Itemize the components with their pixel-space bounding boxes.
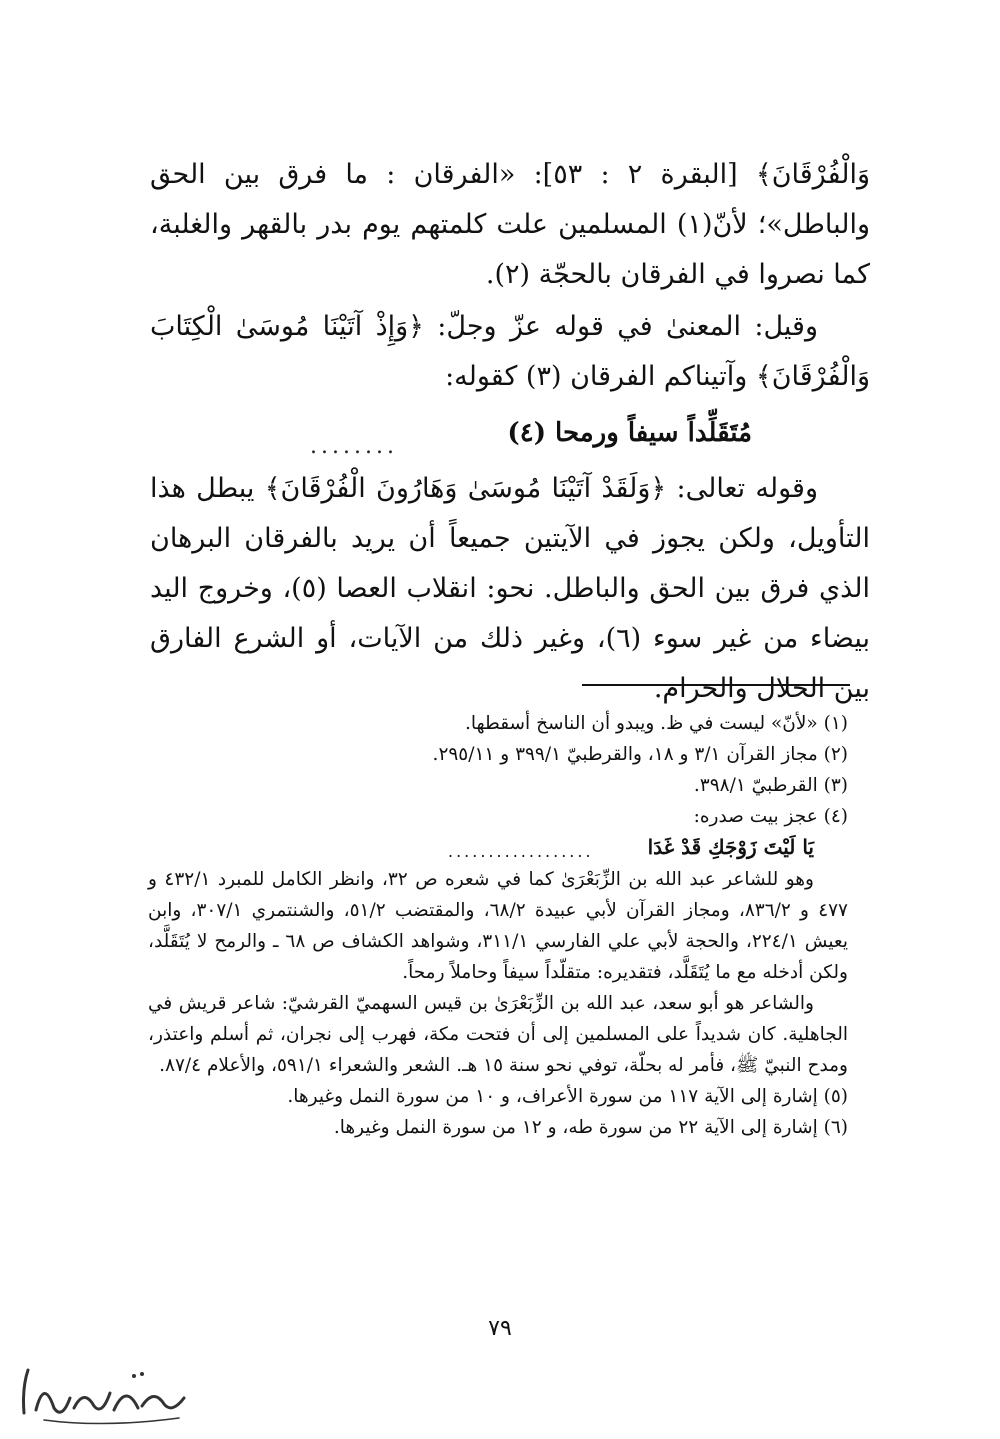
footnote-4-verse-line	[148, 832, 848, 864]
footnote-4-verse: يَا لَيْتَ زَوْجَكِ قَدْ غَدَا	[647, 835, 814, 859]
verse-hemistich: مُتَقَلِّداً سيفاً ورمحا (٤)	[507, 418, 752, 448]
footnote-separator	[582, 684, 850, 686]
verse-ellipsis: ........	[310, 434, 398, 459]
footnote-6: (٦) إشارة إلى الآية ٢٢ من سورة طه، و ١٢ من سورة النمل وغيرها.	[333, 1117, 848, 1138]
calligraphy-seal-logo	[14, 1358, 194, 1428]
main-text	[150, 150, 870, 714]
footnote-2: (٢) مجاز القرآن ٣/١ و ١٨، والقرطبيّ ٣٩٩/١ و ٢٩٥/١١.	[432, 744, 848, 765]
footnote-5: (٥) إشارة إلى الآية ١١٧ من سورة الأعراف، و ١٠ من سورة النمل وغيرها.	[287, 1086, 848, 1107]
paragraph-3: وقوله تعالى: ﴿وَلَقَدْ آتَيْنَا مُوسَىٰ وَهَارُونَ الْفُرْقَانَ﴾ يبطل هذا التأويل، ولكن يجوز في الآيتين جميعاً أن يريد بالفرقان البرهان الذي فرق بين الحق والباطل. نحو: انقلاب العصا (٥)، وخروج اليد بيضاء من غير سوء (٦)، وغير ذلك من الآيات، أو الشرع الفارق بين الحلال والحرام.	[150, 473, 870, 704]
paragraph-1: وَالْفُرْقَانَ﴾ [البقرة ٢ : ٥٣]: «الفرقان : ما فرق بين الحق والباطل»؛ لأنّ(١) المسلمين علت كلمتهم يوم بدر بالقهر والغلبة، كما نصروا في الفرقان بالحجّة (٢).	[150, 159, 870, 290]
footnote-1: (١) «لأنّ» ليست في ظ. ويبدو أن الناسخ أسقطها.	[464, 713, 848, 734]
footnote-4-poet: والشاعر هو أبو سعد، عبد الله بن الزِّبَعْرَىٰ بن قيس السهميّ القرشيّ: شاعر قريش في الجاهلية. كان شديداً على المسلمين إلى أن فتحت مكة، فهرب إلى نجران، ثم أسلم واعتذر، ومدح النبيّ ﷺ، فأمر له بحلّة، توفي نحو سنة ١٥ هـ. الشعر والشعراء ٥٩١/١، والأعلام ٨٧/٤.	[148, 993, 848, 1076]
footnote-4-ellipsis: ..................	[448, 842, 594, 861]
page-number: ٧٩	[488, 1316, 512, 1341]
footnote-3: (٣) القرطبيّ ٣٩٨/١.	[693, 775, 848, 796]
footnote-4-body: وهو للشاعر عبد الله بن الزِّبَعْرَىٰ كما في شعره ص ٣٢، وانظر الكامل للمبرد ٤٣٢/١ و ٤٧٧ و ٨٣٦/٢، ومجاز القرآن لأبي عبيدة ٦٨/٢، والمقتضب ٥١/٢، والشنتمري ٣٠٧/١، وابن يعيش ٢٢٤/١، والحجة لأبي علي الفارسي ٣١١/١، وشواهد الكشاف ص ٦٨ ـ والرمح لا يُتَقَلَّد، ولكن أدخله مع ما يُتَقَلَّد، فتقديره: متقلّداً سيفاً وحاملاً رمحاً.	[148, 869, 848, 983]
footnotes	[148, 708, 848, 1143]
footnote-4-intro: (٤) عجز بيت صدره:	[693, 806, 848, 827]
paragraph-2: وقيل: المعنىٰ في قوله عزّ وجلّ: ﴿وَإِذْ آتَيْنَا مُوسَىٰ الْكِتَابَ وَالْفُرْقَانَ﴾ وآتيناكم الفرقان (٣) كقوله:	[150, 311, 870, 392]
poetry-verse	[150, 402, 870, 464]
